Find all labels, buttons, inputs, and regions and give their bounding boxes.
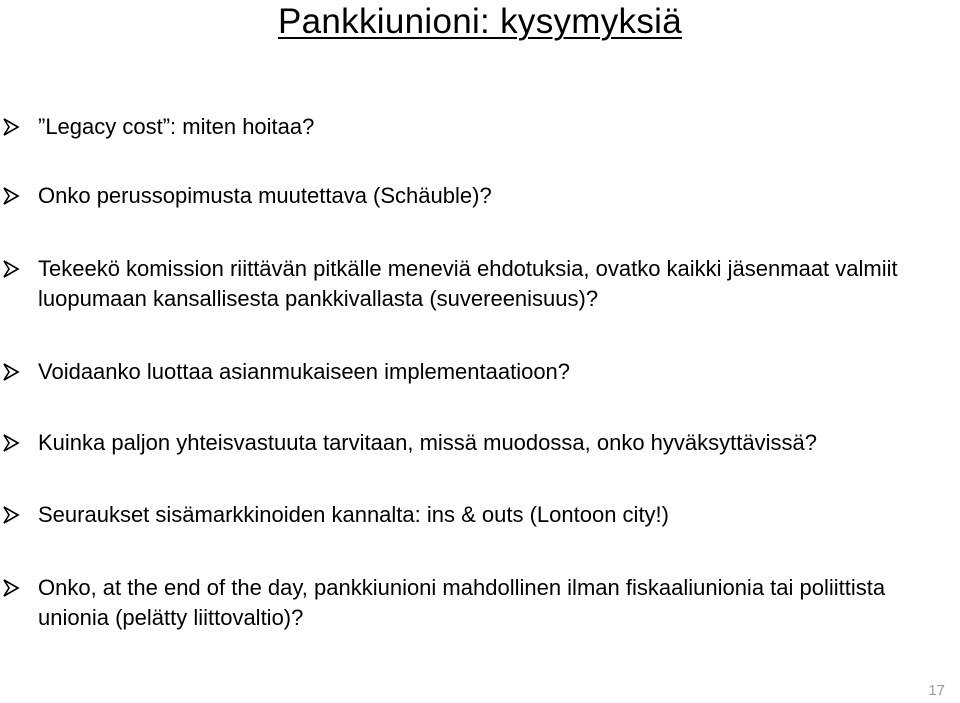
bullet-text: ”Legacy cost”: miten hoitaa? <box>38 114 315 139</box>
bullet-text: Kuinka paljon yhteisvastuuta tarvitaan, missä muodossa, onko hyväksyttävissä? <box>38 430 817 455</box>
bullet-text: Onko, at the end of the day, pankkiunioni mahdollinen ilman fiskaaliunionia tai poliittista unionia (pelätty liittovaltio)? <box>38 575 892 630</box>
bullet-text: Seuraukset sisämarkkinoiden kannalta: ins & outs (Lontoon city!) <box>38 502 669 527</box>
arrowhead-bullet-icon <box>2 260 20 278</box>
bullet-text: Onko perussopimusta muutettava (Schäuble)? <box>38 183 492 208</box>
arrowhead-bullet-icon <box>2 187 20 205</box>
arrowhead-bullet-icon <box>2 506 20 524</box>
arrowhead-bullet-icon <box>2 363 20 381</box>
bullet-text: Tekeekö komission riittävän pitkälle meneviä ehdotuksia, ovatko kaikki jäsenmaat valmiit luopumaan kansallisesta pankkivallasta (suvereenisuus)? <box>38 256 904 311</box>
page-number: 17 <box>928 682 945 699</box>
slide-title: Pankkiunioni: kysymyksiä <box>277 2 682 41</box>
arrowhead-bullet-icon <box>2 434 20 452</box>
bullet-text: Voidaanko luottaa asianmukaiseen implementaatioon? <box>38 359 571 384</box>
arrowhead-bullet-icon <box>2 579 20 597</box>
arrowhead-bullet-icon <box>2 118 20 136</box>
